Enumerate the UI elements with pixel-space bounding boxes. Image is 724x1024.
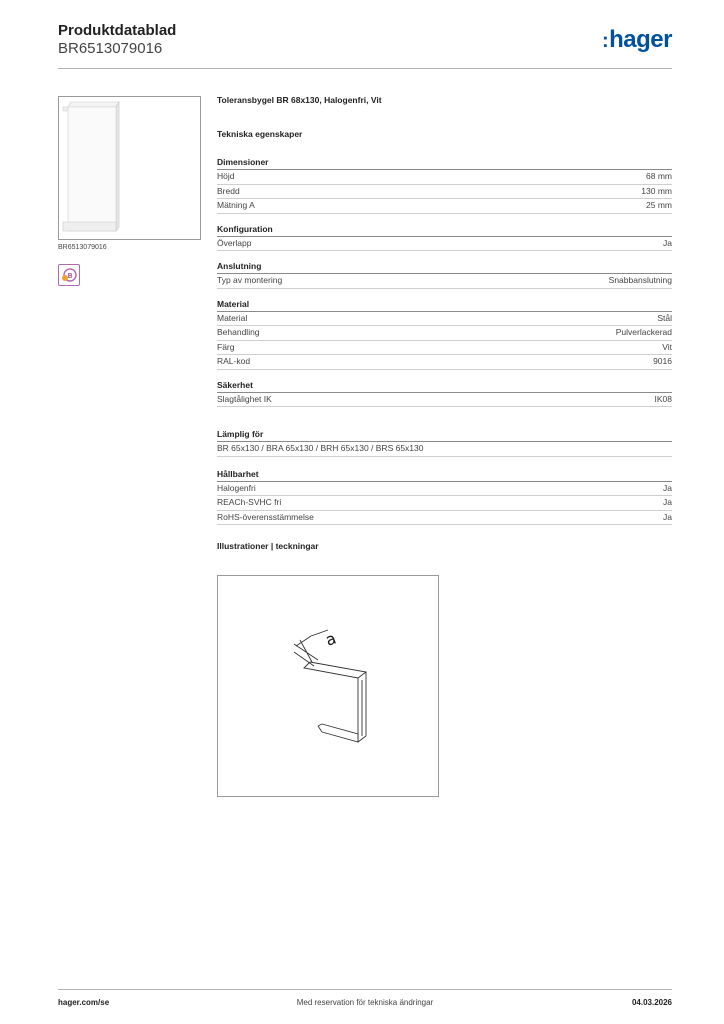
spec-row: Slagtålighet IK IK08	[217, 393, 672, 408]
suitable-for-text: BR 65x130 / BRA 65x130 / BRH 65x130 / BRS 65x130	[217, 442, 672, 457]
suitable-for-title: Lämplig för	[217, 429, 672, 442]
spec-row: Halogenfri Ja	[217, 482, 672, 497]
spec-row: Bredd 130 mm	[217, 185, 672, 200]
footer-website-link[interactable]: hager.com/se	[58, 998, 110, 1007]
configuration-group	[217, 224, 672, 252]
technical-properties-title: Tekniska egenskaper	[217, 129, 303, 139]
footer-disclaimer: Med reservation för tekniska ändringar	[296, 998, 434, 1007]
dimensions-title: Dimensioner	[217, 157, 672, 170]
document-title: Produktdatablad	[58, 22, 177, 39]
specification-content	[217, 95, 672, 555]
illustrations-title: Illustrationer | teckningar	[217, 541, 319, 551]
product-name: Toleransbygel BR 68x130, Halogenfri, Vit	[217, 95, 382, 105]
image-caption: BR6513079016	[58, 244, 107, 251]
dimensions-group	[217, 157, 672, 214]
spec-row: Material Stål	[217, 312, 672, 327]
svg-text:B: B	[67, 272, 73, 280]
halogen-free-icon	[58, 264, 80, 286]
spec-row: Färg Vit	[217, 341, 672, 356]
product-image	[58, 96, 201, 240]
header-divider	[58, 68, 672, 69]
document-code: BR6513079016	[58, 40, 163, 57]
spec-row: Överlapp Ja	[217, 237, 672, 252]
spec-row: REACh-SVHC fri Ja	[217, 496, 672, 511]
material-group	[217, 299, 672, 370]
material-title: Material	[217, 299, 672, 312]
connection-group	[217, 261, 672, 289]
sustainability-title: Hållbarhet	[217, 469, 672, 482]
bracket-photo	[59, 97, 200, 239]
configuration-title: Konfiguration	[217, 224, 672, 237]
footer-divider	[58, 989, 672, 990]
suitable-for-group	[217, 429, 672, 457]
spec-row: Behandling Pulverlackerad	[217, 326, 672, 341]
footer-date: 04.03.2026	[631, 998, 672, 1007]
dimension-label-a: a	[322, 628, 339, 650]
spec-row: Mätning A 25 mm	[217, 199, 672, 214]
safety-group	[217, 380, 672, 408]
safety-title: Säkerhet	[217, 380, 672, 393]
spec-row: RAL-kod 9016	[217, 355, 672, 370]
spec-row: Höjd 68 mm	[217, 170, 672, 185]
technical-drawing	[217, 575, 439, 797]
spec-row: Typ av montering Snabbanslutning	[217, 274, 672, 289]
page-header	[58, 22, 672, 58]
spec-row: RoHS-överensstämmelse Ja	[217, 511, 672, 526]
sustainability-group	[217, 469, 672, 526]
connection-title: Anslutning	[217, 261, 672, 274]
bracket-line-drawing	[218, 576, 438, 796]
hager-logo: :hager	[601, 26, 672, 53]
